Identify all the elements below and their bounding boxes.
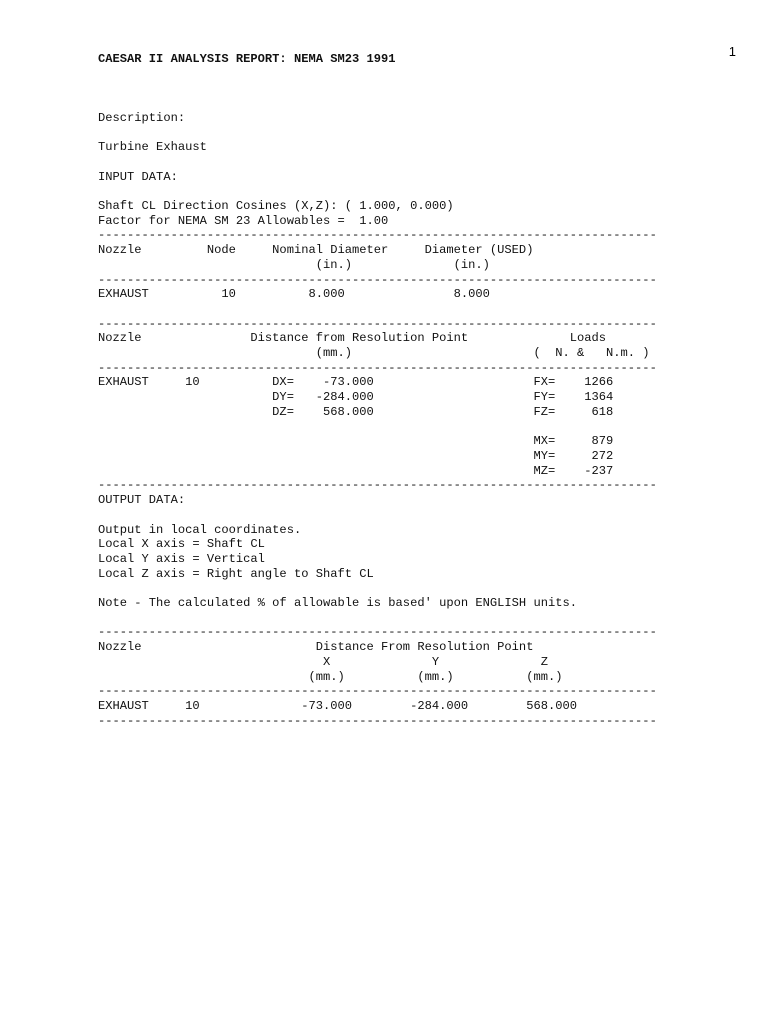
- report-line: Note - The calculated % of allowable is based' upon ENGLISH units.: [98, 596, 577, 611]
- blank-line: [98, 581, 657, 596]
- report-title: CAESAR II ANALYSIS REPORT: NEMA SM23 1991: [98, 52, 396, 66]
- report-line: Nozzle Node Nominal Diameter Diameter (USED): [98, 243, 534, 258]
- divider-line: -----------------------------------------------------------------------------: [98, 316, 657, 331]
- report-line: Shaft CL Direction Cosines (X,Z): ( 1.000, 0.000): [98, 199, 454, 214]
- blank-line: [98, 184, 657, 199]
- report-line: OUTPUT DATA:: [98, 493, 186, 508]
- report-line: MX= 879: [98, 434, 614, 449]
- report-line: MZ= -237: [98, 463, 614, 478]
- report-line: (mm.) ( N. & N.m. ): [98, 346, 650, 361]
- report-line: EXHAUST 10 -73.000 -284.000 568.000: [98, 698, 577, 713]
- divider-line: -----------------------------------------------------------------------------: [98, 684, 657, 699]
- blank-line: [98, 508, 657, 523]
- report-line: Turbine Exhaust: [98, 140, 207, 155]
- report-line: DZ= 568.000 FZ= 618: [98, 404, 614, 419]
- divider-line: -----------------------------------------------------------------------------: [98, 478, 657, 493]
- blank-line: [98, 302, 657, 317]
- blank-line: [98, 420, 657, 435]
- divider-line: -----------------------------------------------------------------------------: [98, 272, 657, 287]
- report-line: INPUT DATA:: [98, 169, 178, 184]
- report-line: (in.) (in.): [98, 257, 490, 272]
- blank-line: [98, 96, 657, 111]
- blank-line: [98, 611, 657, 626]
- report-line: Nozzle Distance from Resolution Point Loads: [98, 331, 607, 346]
- blank-line: [98, 81, 657, 96]
- report-line: (mm.) (mm.) (mm.): [98, 669, 563, 684]
- divider-line: -----------------------------------------------------------------------------: [98, 713, 657, 728]
- report-line: MY= 272: [98, 448, 614, 463]
- report-body: [98, 52, 657, 728]
- report-line: X Y Z: [98, 654, 548, 669]
- report-line: Factor for NEMA SM 23 Allowables = 1.00: [98, 213, 389, 228]
- report-line: Nozzle Distance From Resolution Point: [98, 640, 534, 655]
- report-line: Local Y axis = Vertical: [98, 551, 265, 566]
- blank-line: [98, 67, 657, 82]
- divider-line: -----------------------------------------------------------------------------: [98, 228, 657, 243]
- blank-line: [98, 155, 657, 170]
- report-line: EXHAUST 10 DX= -73.000 FX= 1266: [98, 375, 614, 390]
- divider-line: -----------------------------------------------------------------------------: [98, 360, 657, 375]
- report-line: Output in local coordinates.: [98, 522, 302, 537]
- report-line: Description:: [98, 110, 186, 125]
- blank-line: [98, 126, 657, 141]
- report-line: Local X axis = Shaft CL: [98, 537, 265, 552]
- report-line: DY= -284.000 FY= 1364: [98, 390, 614, 405]
- report-line: Local Z axis = Right angle to Shaft CL: [98, 566, 374, 581]
- report-line: EXHAUST 10 8.000 8.000: [98, 287, 490, 302]
- divider-line: -----------------------------------------------------------------------------: [98, 625, 657, 640]
- page-number: 1: [728, 44, 736, 59]
